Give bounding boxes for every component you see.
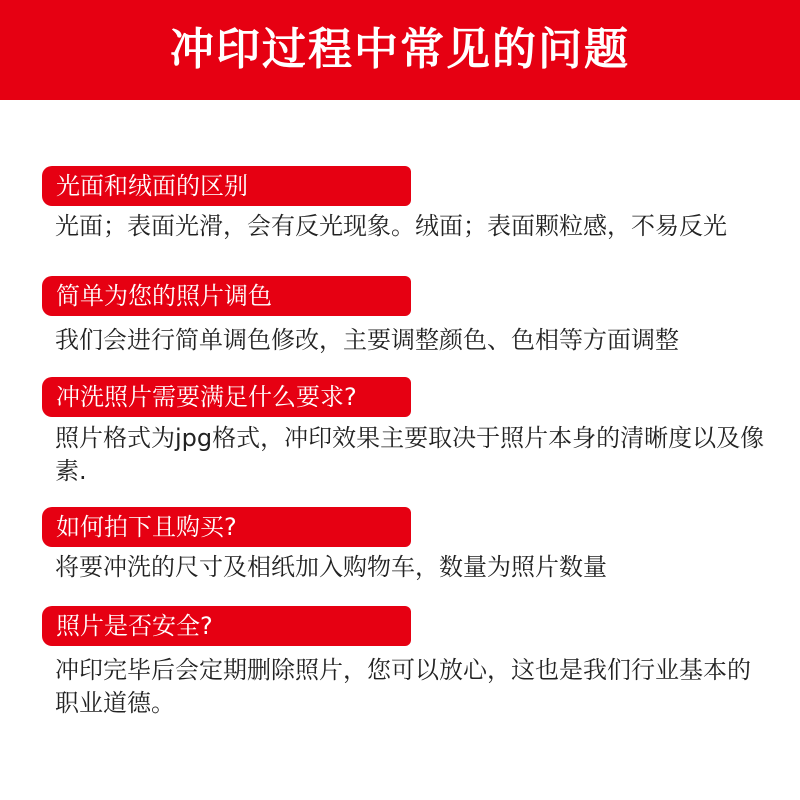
faq-question: 简单为您的照片调色 [42, 276, 411, 316]
faq-item-finish [42, 166, 727, 240]
faq-question: 照片是否安全? [42, 606, 411, 646]
faq-question: 冲洗照片需要满足什么要求? [42, 377, 411, 417]
page-title: 冲印过程中常见的问题 [170, 24, 630, 75]
faq-item-color [42, 276, 679, 354]
header-banner [0, 0, 800, 100]
faq-answer: 我们会进行简单调色修改，主要调整颜色、色相等方面调整 [55, 326, 679, 354]
faq-item-requirements [42, 377, 765, 485]
faq-answer: 将要冲洗的尺寸及相纸加入购物车，数量为照片数量 [55, 553, 607, 581]
faq-item-safety [42, 606, 751, 717]
faq-answer: 照片格式为jpg格式，冲印效果主要取决于照片本身的清晰度以及像素. [55, 424, 765, 485]
faq-item-purchase [42, 507, 607, 581]
faq-question: 如何拍下且购买? [42, 507, 411, 547]
faq-question: 光面和绒面的区别 [42, 166, 411, 206]
faq-answer: 光面；表面光滑，会有反光现象。绒面；表面颗粒感，不易反光 [55, 212, 727, 240]
faq-answer: 冲印完毕后会定期删除照片，您可以放心，这也是我们行业基本的职业道德。 [55, 656, 751, 717]
